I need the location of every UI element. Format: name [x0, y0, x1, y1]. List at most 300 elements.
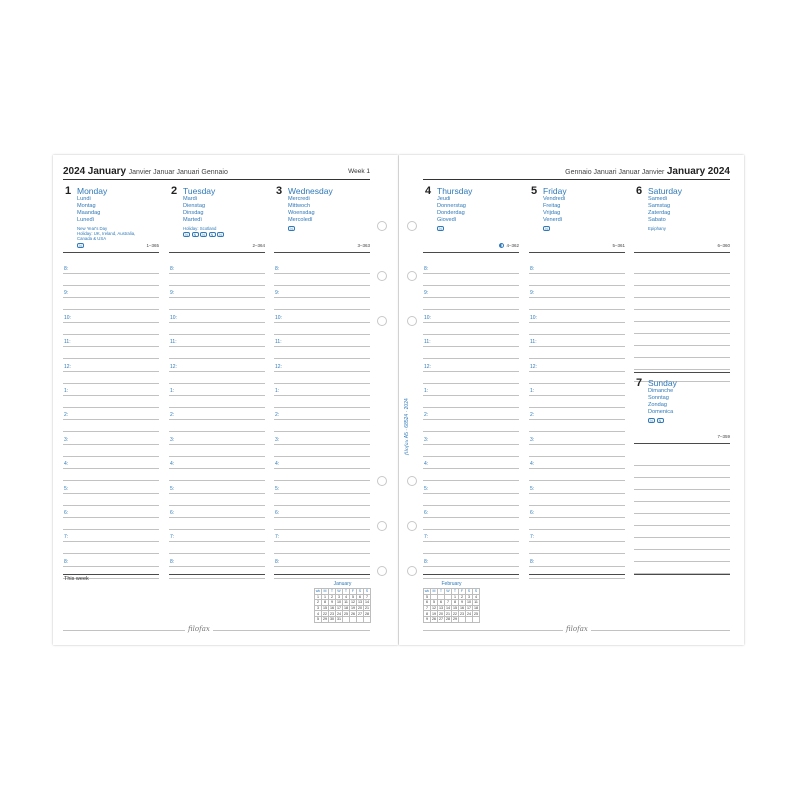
day-name-monday: Monday	[77, 186, 108, 196]
hour-label: 3:	[530, 436, 535, 443]
weekday-header: S	[466, 589, 473, 595]
day-count-text: 7–359	[717, 434, 730, 439]
half-hour-rule	[274, 578, 370, 579]
holiday-badge: N	[657, 418, 664, 423]
hour-label: 1:	[275, 388, 280, 394]
mini-calendar-day: 4	[343, 594, 350, 600]
hour-label: 12:	[275, 363, 282, 370]
half-hour-rule	[529, 358, 625, 359]
hour-label: 6:	[530, 510, 535, 516]
translation: Mittwoch	[288, 203, 311, 209]
half-hour-rule	[423, 285, 519, 286]
mini-calendar-day: 13	[358, 600, 362, 605]
hour-label: 5:	[275, 485, 280, 492]
week-label: Week 1	[348, 168, 370, 175]
hour-label: 9:	[530, 290, 535, 297]
half-hour-rule	[274, 383, 370, 384]
half-hour-rule	[169, 285, 265, 286]
mini-calendar-day: 29	[323, 617, 327, 622]
edge-code: A5 · 68524 · 2024	[404, 398, 410, 439]
half-hour-rule	[169, 383, 265, 384]
half-hour-rule	[169, 578, 265, 579]
mini-calendar-day: 24	[337, 611, 341, 616]
mini-calendar-day: 1	[452, 594, 459, 600]
day-name-friday: Friday	[543, 186, 567, 196]
weekday-header: F	[459, 589, 466, 595]
mini-calendar-day: 26	[432, 617, 436, 622]
sunday-rule	[634, 525, 730, 526]
edge-brand: filofax	[404, 439, 410, 455]
hour-label: 11:	[424, 339, 431, 346]
translation: Martedì	[183, 217, 202, 223]
half-hour-rule	[423, 553, 519, 554]
mini-calendar-day: 24	[467, 611, 471, 616]
hour-label: 1:	[530, 388, 535, 394]
right-page	[399, 155, 744, 645]
half-hour-rule	[63, 309, 159, 310]
hour-rule	[63, 493, 159, 494]
punch-hole	[377, 271, 387, 281]
half-hour-rule	[169, 309, 265, 310]
mini-calendar-day: 5	[431, 600, 438, 606]
mini-calendar-day: 17	[337, 606, 341, 611]
mini-calendar-day: 27	[439, 617, 443, 622]
day-count	[357, 243, 370, 248]
moon-phase-icon	[499, 243, 504, 248]
hour-label: 7:	[170, 534, 175, 541]
holiday-note	[183, 226, 216, 231]
half-hour-rule	[274, 456, 370, 457]
day-number: 3	[276, 185, 283, 197]
header-rule	[63, 179, 370, 180]
saturday-rule	[634, 321, 730, 322]
mini-calendar-day: 26	[351, 611, 355, 616]
hour-label: 10:	[530, 314, 537, 321]
translation: Dinsdag	[183, 210, 204, 216]
day-number: 2	[171, 185, 178, 197]
mini-calendar-day: 6	[424, 600, 431, 606]
half-hour-rule	[169, 407, 265, 408]
day-count	[717, 243, 730, 248]
mini-calendar-day: 10	[337, 600, 341, 605]
mini-calendar-day: 2	[315, 600, 322, 606]
column-bottom-rule	[169, 574, 265, 575]
translation: Vendredi	[543, 196, 566, 202]
note-line: New Year's Day	[77, 226, 108, 231]
hour-rule	[63, 346, 159, 347]
translation: Lundi	[77, 196, 91, 202]
mini-calendar-day: 8	[424, 611, 431, 617]
mini-calendar-day: 19	[432, 611, 436, 616]
half-hour-rule	[274, 480, 370, 481]
half-hour-rule	[274, 358, 370, 359]
hour-rule	[63, 419, 159, 420]
mini-calendar-day	[466, 616, 473, 622]
hour-rule	[169, 297, 265, 298]
hour-label: 6:	[275, 510, 280, 516]
punch-hole	[377, 521, 387, 531]
hour-rule	[274, 371, 370, 372]
holiday-badge: N	[217, 232, 224, 237]
hour-rule	[274, 566, 370, 567]
hour-rule	[529, 517, 625, 518]
half-hour-rule	[529, 334, 625, 335]
hour-rule	[423, 346, 519, 347]
holiday-badges	[648, 418, 664, 423]
hour-label: 1:	[64, 388, 69, 394]
mini-calendar-day: 12	[351, 600, 355, 605]
mini-calendar-day: 20	[439, 611, 443, 616]
mini-calendar-day: 15	[453, 606, 457, 611]
hour-label: 7:	[424, 534, 429, 541]
hour-label: 2:	[275, 412, 280, 419]
day-number: 6	[636, 185, 643, 197]
mini-calendar-day: 7	[364, 594, 371, 600]
hour-rule	[529, 346, 625, 347]
punch-hole	[407, 566, 417, 576]
hour-rule	[169, 566, 265, 567]
half-hour-rule	[423, 383, 519, 384]
mini-calendar-day: 9	[424, 616, 431, 622]
note-line: Holiday: UK, Ireland, Australia,	[77, 231, 136, 237]
hour-label: 12:	[170, 363, 177, 370]
hour-label: 10:	[64, 314, 71, 321]
half-hour-rule	[529, 578, 625, 579]
weekday-header: W	[446, 589, 450, 594]
hour-label: 6:	[170, 510, 175, 516]
sunday-rule	[634, 549, 730, 550]
hour-label: 4:	[64, 461, 69, 468]
half-hour-rule	[63, 407, 159, 408]
hour-label: 8:	[64, 266, 69, 272]
mini-calendar-day: 9	[459, 600, 466, 606]
saturday-rule	[634, 273, 730, 274]
hour-rule	[529, 273, 625, 274]
hour-rule	[169, 468, 265, 469]
half-hour-rule	[63, 456, 159, 457]
hour-rule	[423, 273, 519, 274]
hour-rule	[274, 517, 370, 518]
hour-rule	[423, 566, 519, 567]
mini-calendar-day: 1	[322, 594, 329, 600]
hour-rule	[63, 395, 159, 396]
hour-label: 11:	[275, 339, 282, 346]
translation: Mardi	[183, 196, 197, 202]
sunday-bottom-rule	[634, 574, 730, 575]
holiday-badges	[77, 243, 84, 248]
half-hour-rule	[63, 553, 159, 554]
mini-calendar-day: 6	[438, 600, 445, 606]
half-hour-rule	[63, 285, 159, 286]
column-bottom-rule	[274, 574, 370, 575]
hour-rule	[169, 322, 265, 323]
weekday-header: F	[350, 589, 357, 595]
hour-label: 9:	[275, 290, 280, 297]
note-line: Holiday: Scotland	[183, 226, 217, 231]
hour-rule	[423, 395, 519, 396]
hour-rule	[63, 566, 159, 567]
hour-label: 4:	[275, 461, 280, 468]
mini-calendar-day: 3	[315, 605, 322, 611]
holiday-badges	[543, 226, 550, 231]
mini-calendar-day: 22	[323, 611, 327, 616]
hour-rule	[274, 493, 370, 494]
half-hour-rule	[529, 456, 625, 457]
hour-label: 11:	[530, 339, 537, 346]
left-month-translations: Janvier Januar Januari Gennaio	[128, 169, 228, 176]
translation: Montag	[77, 203, 96, 209]
hour-rule	[63, 297, 159, 298]
mini-calendar-grid	[423, 588, 480, 623]
sunday-rule	[634, 537, 730, 538]
hour-label: 12:	[64, 363, 71, 370]
weekday-header: T	[343, 589, 350, 595]
hour-rule	[529, 444, 625, 445]
half-hour-rule	[274, 431, 370, 432]
hour-rule	[63, 541, 159, 542]
day-count-text: 5–361	[612, 243, 625, 248]
column-bottom-rule	[423, 574, 519, 575]
hour-label: 8:	[170, 266, 175, 272]
hour-label: 2:	[530, 412, 535, 419]
punch-hole	[407, 221, 417, 231]
mini-calendar-week	[424, 616, 480, 622]
day-name-saturday: Saturday	[648, 186, 683, 196]
hour-label: 8:	[530, 266, 535, 272]
mini-calendar-day: 23	[460, 611, 464, 616]
hour-rule	[423, 371, 519, 372]
mini-calendar-day	[459, 616, 466, 622]
mini-calendar-title: January	[333, 581, 352, 587]
mini-calendar-day: 14	[365, 600, 369, 605]
hour-rule	[169, 444, 265, 445]
hour-rule	[169, 419, 265, 420]
hour-label: 2:	[170, 412, 175, 419]
half-hour-rule	[169, 505, 265, 506]
hour-rule	[169, 517, 265, 518]
hour-rule	[423, 468, 519, 469]
half-hour-rule	[529, 553, 625, 554]
holiday-badge: N	[209, 232, 216, 237]
holiday-badge: N	[648, 418, 655, 423]
right-month: January	[666, 166, 706, 177]
mini-calendar-day: 18	[474, 606, 478, 611]
mini-calendar-day: 3	[336, 594, 343, 600]
hour-rule	[63, 517, 159, 518]
hour-label: 8:	[170, 558, 175, 565]
mini-calendar-grid	[314, 588, 371, 623]
weekday-header: M	[323, 589, 327, 594]
half-hour-rule	[529, 529, 625, 530]
half-hour-rule	[529, 431, 625, 432]
hour-label: 12:	[530, 363, 537, 370]
mini-calendar-january	[314, 581, 371, 623]
holiday-badge: N	[192, 232, 199, 237]
translation: Giovedì	[437, 217, 457, 223]
half-hour-rule	[529, 383, 625, 384]
mini-calendar-day: 4	[315, 611, 322, 617]
half-hour-rule	[529, 285, 625, 286]
day-name-thursday: Thursday	[437, 186, 473, 196]
hour-rule	[423, 517, 519, 518]
day-rule	[423, 252, 519, 253]
hour-rule	[63, 273, 159, 274]
half-hour-rule	[169, 553, 265, 554]
half-hour-rule	[169, 358, 265, 359]
mini-calendar-day: 31	[337, 617, 341, 622]
mini-calendar-day: 11	[344, 600, 348, 605]
half-hour-rule	[63, 480, 159, 481]
hour-rule	[63, 371, 159, 372]
hour-label: 6:	[64, 510, 69, 516]
translation: Mercredi	[288, 196, 310, 202]
hour-rule	[274, 419, 370, 420]
mini-calendar-day: 28	[446, 617, 450, 622]
half-hour-rule	[63, 334, 159, 335]
mini-calendar-day: 29	[453, 617, 457, 622]
column-bottom-rule	[529, 574, 625, 575]
punch-hole	[407, 316, 417, 326]
saturday-rule	[634, 309, 730, 310]
hour-rule	[423, 444, 519, 445]
half-hour-rule	[274, 529, 370, 530]
day-translations	[77, 196, 100, 224]
half-hour-rule	[529, 505, 625, 506]
hour-rule	[274, 468, 370, 469]
day-count	[717, 434, 730, 439]
half-hour-rule	[169, 456, 265, 457]
hour-label: 12:	[424, 363, 431, 370]
holiday-badge: N	[200, 232, 207, 237]
half-hour-rule	[529, 309, 625, 310]
hour-label: 1:	[424, 388, 429, 394]
hour-label: 9:	[64, 290, 69, 297]
hour-label: 3:	[424, 436, 429, 443]
hour-label: 8:	[424, 266, 429, 272]
half-hour-rule	[169, 431, 265, 432]
mini-calendar-day: 27	[358, 611, 362, 616]
saturday-rule	[634, 297, 730, 298]
hour-label: 9:	[170, 290, 175, 297]
hour-rule	[274, 541, 370, 542]
mini-calendar-day: 21	[365, 606, 369, 611]
holiday-note	[648, 226, 666, 231]
half-hour-rule	[274, 285, 370, 286]
half-hour-rule	[63, 529, 159, 530]
day-number: 4	[425, 185, 432, 197]
hour-rule	[169, 273, 265, 274]
weekday-header: M	[432, 589, 436, 594]
translation: Dienstag	[183, 203, 206, 209]
half-hour-rule	[423, 309, 519, 310]
day-name-sunday: Sunday	[648, 378, 677, 388]
hour-rule	[274, 346, 370, 347]
hour-rule	[529, 297, 625, 298]
punch-hole	[377, 566, 387, 576]
mini-calendar-day: 8	[452, 600, 459, 606]
note-line: Canada & USA	[77, 236, 107, 242]
mini-calendar-day: 18	[344, 606, 348, 611]
half-hour-rule	[423, 456, 519, 457]
mini-calendar-day: 17	[467, 606, 471, 611]
day-translations	[183, 196, 205, 224]
hour-rule	[529, 541, 625, 542]
hour-rule	[63, 468, 159, 469]
translation: Vrijdag	[543, 210, 561, 216]
mini-calendar-title: February	[441, 581, 462, 587]
saturday-rule	[634, 285, 730, 286]
half-hour-rule	[169, 480, 265, 481]
sunday-rule	[634, 561, 730, 562]
brand-logo: filofax	[563, 625, 591, 633]
day-translations	[543, 196, 565, 224]
half-hour-rule	[63, 383, 159, 384]
half-hour-rule	[423, 431, 519, 432]
holiday-badge: N	[77, 243, 84, 248]
day-count-text: 1–365	[146, 243, 159, 248]
hour-rule	[529, 395, 625, 396]
mini-calendar-day: 14	[446, 606, 450, 611]
right-year: 2024	[707, 166, 730, 177]
holiday-badge: N	[437, 226, 444, 231]
weekday-header: T	[452, 589, 459, 595]
hour-rule	[529, 468, 625, 469]
hour-rule	[169, 541, 265, 542]
hour-label: 7:	[64, 534, 69, 541]
weekday-header: S	[357, 589, 364, 595]
weekday-header: wk	[424, 589, 430, 594]
left-page	[53, 155, 398, 645]
mini-calendar-day	[357, 616, 364, 622]
column-bottom-rule	[63, 574, 159, 575]
hour-label: 8:	[424, 558, 429, 565]
sunday-rule	[634, 489, 730, 490]
holiday-badges	[437, 226, 444, 231]
hour-rule	[423, 322, 519, 323]
hour-label: 5:	[64, 485, 69, 492]
mini-calendar-day: 12	[432, 606, 436, 611]
half-hour-rule	[274, 309, 370, 310]
day-rule	[529, 252, 625, 253]
half-hour-rule	[423, 529, 519, 530]
half-hour-rule	[423, 358, 519, 359]
hour-rule	[529, 566, 625, 567]
mini-calendar-day: 15	[323, 606, 327, 611]
translation: Sabato	[648, 217, 666, 223]
hour-rule	[169, 493, 265, 494]
translation: Dimanche	[648, 388, 674, 394]
hour-label: 9:	[424, 290, 429, 297]
weekday-header: wk	[315, 589, 321, 594]
translation: Domenica	[648, 409, 674, 415]
holiday-badges	[183, 232, 224, 237]
day-count-text: 6–360	[717, 243, 730, 248]
day-rule	[634, 252, 730, 253]
day-rule	[634, 443, 730, 444]
sunday-rule	[634, 465, 730, 466]
right-month-translations: Gennaio Januari Januar Janvier	[565, 169, 665, 176]
half-hour-rule	[423, 334, 519, 335]
day-rule	[63, 252, 159, 253]
mini-calendar-day	[364, 616, 371, 622]
translation: Zondag	[648, 402, 667, 408]
half-hour-rule	[169, 529, 265, 530]
translation: Sonntag	[648, 395, 669, 401]
translation: Venerdì	[543, 217, 563, 223]
day-count	[612, 243, 625, 248]
day-count-text: 3–363	[357, 243, 370, 248]
hour-rule	[423, 541, 519, 542]
